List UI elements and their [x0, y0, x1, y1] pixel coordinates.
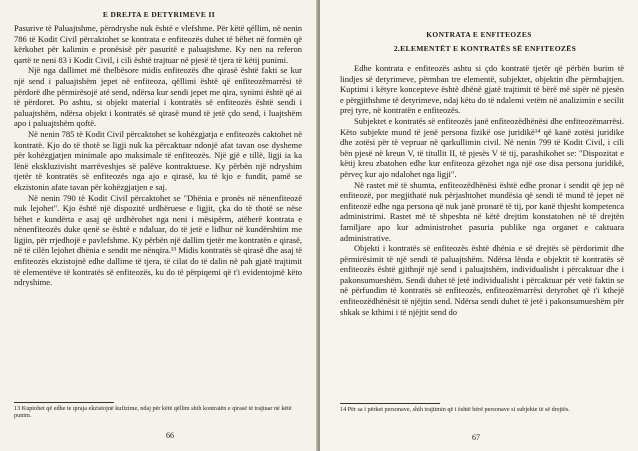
page-body	[340, 63, 624, 317]
paragraph: Objekti i kontratës së enfiteozës është dhënia e së drejtës së përdorimit dhe përmirësimit të një sendi të paluajtshëm. Ndërsa lënda e objektit të kontratës së enfiteozës është gjithnjë një send i paluajtshëm, individualisht i përcaktuar dhe i pakonsumueshëm. Sendi duhet të jetë individualisht i përcaktuar për vetë faktin se në përfundim të kontratës së enfiteozës, enfiteozëmarrësi detyrohet që t'i kthejë enfiteozëdhënësit të njëjtin send. Ndërsa sendi duhet të jetë i pakonsumueshëm për shkak se kthimi i të njëjtit send do	[340, 243, 624, 317]
paragraph: Në nenin 790 të Kodit Civil përcaktohet se "Dhënia e pronës në nënenfiteozë nuk lejohet". Kjo është një dispozitë urdhëruese e ligjit, çka do të thotë se nëse bëhet e kundërta e asaj që urdhërohet nga neni i mësipërm, atëherë kontrata e nënenfiteozës duke qenë se është e ndaluar, do të jetë e lidhur në kundërshtim me ligjin, për rrjedhojë e pavlefshme. Ky përbën një dallim tjetër me kontratën e qirasë, në të cilën lejohet dhënia e sendit me nënqira.¹³ Midis kontratës së qirasë dhe asaj të enfiteozës ekzistojnë edhe dallime të tjera, të cilat do të dalin në pah gjatë trajtimit të elementëve të kontratës së enfiteozës, ku do të përpiqemi që t'i evidentojmë këto ndryshime.	[14, 192, 302, 288]
footnote-rule	[340, 403, 440, 404]
footnote: 13 Kuptohet që edhe te qiraja ekzistojnë kufizime, ndaj për këtë qëllim shih kontratën e qirasë të trajtuar në këtë punim.	[14, 405, 292, 420]
footnote-rule	[14, 402, 114, 403]
running-header: KONTRATA E ENFITEOZES	[426, 30, 532, 39]
page-number: 66	[166, 431, 174, 440]
paragraph: Subjektet e kontratës së enfiteozës janë enfiteozëdhënësi dhe enfiteozëmarrësi. Këto subjekte mund të jenë persona fizikë ose juridikë¹⁴ që kanë zotësi juridike dhe zotësi për të vepruar në qarkullimin civil. Në nenin 799 të Kodit Civil, i cili bën pjesë në kreun V, të titullit II, të pjesës V të tij, parashikohet se: "Dispozitat e këtij kreu zbatohen edhe kur enfiteoza gëzohet nga një ose disa persona juridikë, përveç kur ajo ndalohet nga ligji".	[340, 115, 624, 179]
paragraph: Në nenin 785 të Kodit Civil përcaktohet se kohëzgjatja e enfiteozës caktohet në kontratë. Kjo do të thotë se ligji nuk ka përcaktuar ndonjë afat tavan ose dysheme për kohëzgjatjen minimale apo maksimale të enfiteozës. Një gjë e tillë, ligji ia ka lënë ekskluzivisht marrëveshjes së palëve kontraktuese. Ky përbën një ndryshim tjetër të kontratës së enfiteozës nga ajo e qirasë, ku të kjo e fundit, pamë se ekzistonin afate tavan për kohëzgjatjen e saj.	[14, 128, 302, 192]
section-title: 2.ELEMENTËT E KONTRATËS SË ENFITEOZËS	[393, 44, 577, 53]
footnote: 14 Për sa i përket personave, shih trajtimin që i është bërë personave si subjekte të së drejtës.	[340, 406, 570, 413]
page-body	[14, 23, 302, 288]
paragraph: Një nga dallimet më thelbësore midis enfiteozës dhe qirasë është fakti se kur një send i paluajtshëm jepet në enfiteoza, qëllimi është që enfiteozëmarrësi të përdorë dhe përmirësojë atë send, ndërsa kur sendi jepet me qira, synimi është që ai të përdoret. Po ashtu, si objekt material i kontratës së enfiteozës është sendi i paluajtshëm, ndërsa objekt i kontratës së qirasë mund të jetë çdo send, i luajtshëm apo i paluajtshëm qoftë.	[14, 65, 302, 129]
running-header: E DREJTA E DETYRIMEVE II	[102, 10, 216, 19]
page-number: 67	[472, 433, 480, 442]
right-page	[320, 0, 638, 451]
left-page	[0, 0, 318, 451]
paragraph: Pasurive të Paluajtshme, përndryshe nuk është e vlefshme. Për këtë qëllim, në nenin 786 të Kodit Civil përcaktohet se kontrata e enfiteozës duhet të bëhet në formën që kërkohet për kalimin e pronësisë për pasuritë e paluajtshme. Ky nen na referon qartë te neni 83 i Kodit Civil, i cili është trajtuar në pjesë të tjera të këtij punimi.	[14, 23, 302, 65]
paragraph: Edhe kontrata e enfiteozës ashtu si çdo kontratë tjetër që përbën burim të lindjes së detyrimeve, përmban tre elementë, subjektet, objektin dhe përmbajtjen. Kuptimi i këtyre koncepteve është dhënë gjatë trajtimit të bërë më sipër në pjesën e përgjithshme të detyrimeve, ndaj këtu do të ndalemi vetëm në analizimin e secilit prej tyre, në kontratën e enfiteozës.	[340, 63, 624, 116]
paragraph: Në rastet më të shumta, enfiteozëdhënësi është edhe pronar i sendit që jep në enfiteozë, por megjithatë nuk përjashtohet mundësia që sendi të mund të jepet në enfiteozë edhe nga persona që nuk janë pronarë të tij, por kanë thjesht kompetenca administrimi. Rastet më të shpeshta në këtë drejtim konstatohen në të drejtën familjare apo kur administrohet pasuria publike nga organet e caktuara administrative.	[340, 179, 624, 243]
